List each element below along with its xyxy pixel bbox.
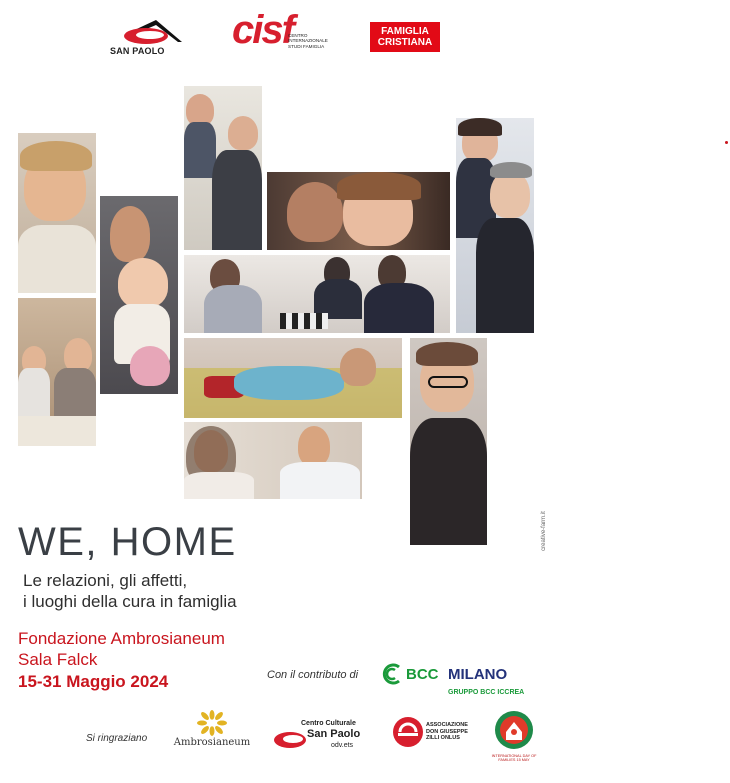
bcc-city: MILANO	[448, 666, 508, 683]
photo-couple-smiling	[184, 422, 362, 499]
centro-culturale-line2: San Paolo	[307, 728, 361, 740]
centro-culturale-line3: odv.ets	[331, 742, 354, 749]
san-paolo-logo	[104, 14, 194, 58]
exhibition-dates: 15-31 Maggio 2024	[18, 672, 169, 691]
exhibition-subtitle	[23, 570, 237, 612]
photo-elderly-woman-and-girl	[456, 118, 534, 333]
venue-name: Fondazione Ambrosianeum	[18, 629, 225, 648]
venue	[18, 628, 225, 670]
bcc-milano-logo	[380, 662, 540, 702]
subtitle-line-1: Le relazioni, gli affetti,	[23, 571, 188, 590]
international-day-emblem-icon	[494, 710, 534, 752]
bcc-emblem-icon	[380, 662, 404, 686]
san-paolo-emblem-icon	[104, 14, 194, 48]
ambrosianeum-name: Ambrosianeum	[173, 737, 251, 748]
sunflower-icon	[197, 710, 227, 736]
cisf-logo-word: cisf	[232, 8, 293, 52]
associazione-emblem-icon	[392, 716, 424, 748]
photo-two-elderly-men	[184, 86, 262, 250]
international-day-text: INTERNATIONAL DAY OF FAMILIES 15 MAY	[491, 754, 537, 763]
san-paolo-logo-text: SAN PAOLO	[110, 46, 165, 56]
photo-chess-game	[184, 255, 450, 333]
photo-smiling-woman	[18, 133, 96, 293]
centro-culturale-swoosh-icon	[273, 728, 307, 750]
decorative-dot	[725, 141, 728, 144]
international-day-families-logo	[490, 710, 538, 766]
subtitle-line-2: i luoghi della cura in famiglia	[23, 592, 237, 611]
venue-room: Sala Falck	[18, 650, 98, 669]
exhibition-title: WE, HOME	[18, 520, 237, 564]
bcc-group: GRUPPO BCC ICCREA	[448, 689, 525, 696]
bcc-name: BCC	[406, 666, 439, 683]
design-credit-text: creative-farm.it	[540, 511, 547, 551]
centro-culturale-logo	[273, 718, 363, 754]
associazione-zilli-logo	[392, 716, 472, 752]
thanks-label: Si ringraziano	[86, 733, 148, 744]
photo-man-with-baby	[100, 196, 178, 394]
design-credit	[538, 510, 550, 560]
famiglia-cristiana-line2: CRISTIANA	[377, 37, 433, 48]
cisf-logo	[232, 8, 342, 56]
ambrosianeum-logo	[172, 710, 252, 756]
famiglia-cristiana-line1: FAMIGLIA	[381, 26, 429, 37]
famiglia-cristiana-logo	[370, 22, 440, 52]
centro-culturale-line1: Centro Culturale	[301, 720, 356, 727]
photo-boy-with-glasses	[410, 338, 487, 545]
photo-kissing-child	[267, 172, 450, 250]
photo-mother-and-daughter	[18, 298, 96, 446]
cisf-logo-subtitle: CENTRO INTERNAZIONALE STUDI FAMIGLIA	[288, 33, 328, 49]
associazione-name: ASSOCIAZIONE DON GIUSEPPE ZILLI ONLUS	[426, 722, 468, 742]
contribution-label: Con il contributo di	[267, 669, 359, 681]
photo-boy-on-mat	[184, 338, 402, 418]
